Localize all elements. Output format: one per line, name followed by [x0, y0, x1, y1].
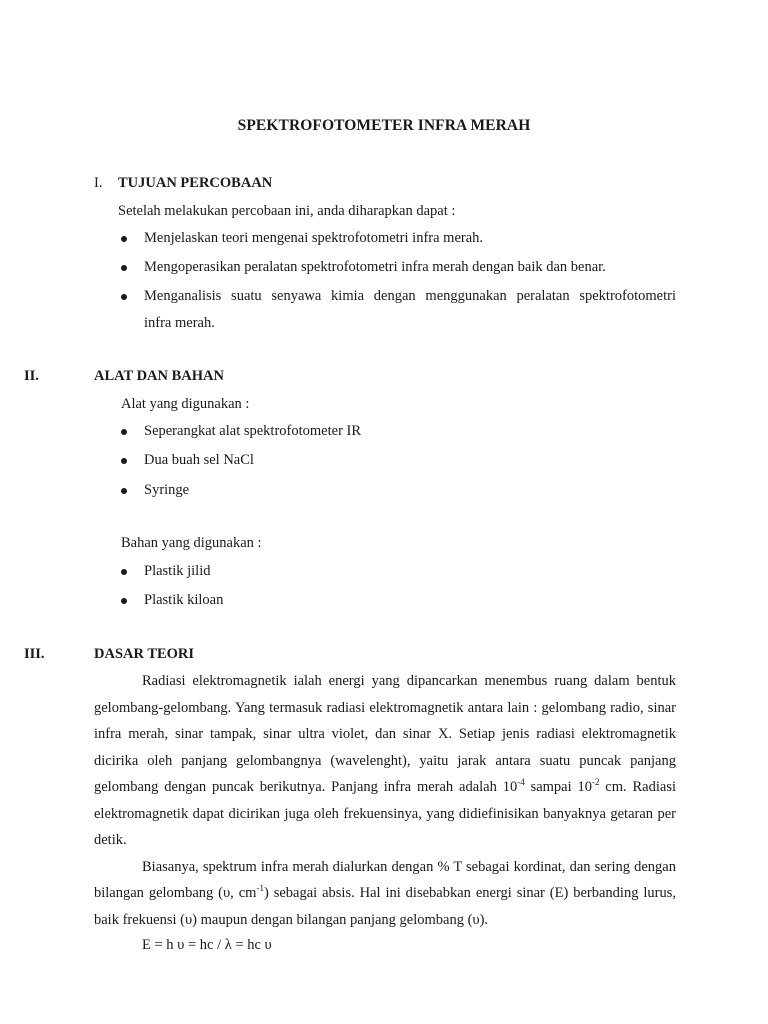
- section2-heading: ALAT DAN BAHAN: [94, 368, 224, 384]
- bahan-intro: Bahan yang digunakan :: [121, 535, 262, 551]
- list-item: Seperangkat alat spektrofotometer IR: [144, 423, 362, 439]
- bullet-icon: [121, 294, 127, 300]
- bullet-icon: [121, 569, 127, 575]
- bullet-icon: [121, 429, 127, 435]
- paragraph: Radiasi elektromagnetik ialah energi yang dipancarkan menembus ruang dalam bentuk gelombang-gelombang. Yang termasuk radiasi elektromagnetik antara lain : gelombang radio, sinar infra merah, sinar tampak, sinar ultra violet, dan sinar X. Setiap jenis radiasi elektromagnetik dicirika oleh panjang gelombangnya (wavelenght), yaitu jarak antara suatu puncak panjang gelombang dengan puncak berikutnya. Panjang infra merah adalah $10^{-4}$ sampai $10^{-2}$ cm. Radiasi elektromagnetik dapat dicirikan juga oleh frekuensinya, yang didiefinisikan banyaknya getaran per detik.: [94, 673, 676, 848]
- section3-number: III.: [24, 646, 45, 662]
- bullet-icon: [121, 488, 127, 494]
- bullet-icon: [121, 236, 127, 242]
- list-item: Plastik jilid: [144, 563, 211, 579]
- section2-number: II.: [24, 368, 39, 384]
- list-item: Dua buah sel NaCl: [144, 452, 254, 468]
- alat-intro: Alat yang digunakan :: [121, 396, 250, 412]
- list-item: Menganalisis suatu senyawa kimia dengan menggunakan peralatan spektrofotometri: [144, 288, 676, 304]
- list-item-continuation: infra merah.: [144, 315, 215, 331]
- list-item: Menjelaskan teori mengenai spektrofotometri infra merah.: [144, 230, 484, 246]
- document-title: SPEKTROFOTOMETER INFRA MERAH: [237, 117, 531, 134]
- list-item: Mengoperasikan peralatan spektrofotometri infra merah dengan baik dan benar.: [144, 259, 606, 275]
- section3-heading: DASAR TEORI: [94, 646, 195, 662]
- paragraph: Biasanya, spektrum infra merah dialurkan dengan % T sebagai kordinat, dan sering dengan bilangan gelombang (υ, $cm^{-1}$) sebagai absis. Hal ini disebabkan energi sinar (E) berbanding lurus, baik frekuensi (υ) maupun dengan bilangan panjang gelombang (υ).: [94, 858, 676, 928]
- list-item: Plastik kiloan: [144, 592, 224, 608]
- bullet-icon: [121, 598, 127, 604]
- bullet-icon: [121, 458, 127, 464]
- section1-heading: TUJUAN PERCOBAAN: [118, 175, 273, 191]
- list-item: Syringe: [144, 482, 190, 498]
- equation: E = h υ = hc / λ = hc υ: [142, 937, 272, 953]
- body-text: [94, 668, 676, 933]
- section1-number: I.: [94, 175, 103, 191]
- section1-intro: Setelah melakukan percobaan ini, anda diharapkan dapat :: [118, 203, 456, 219]
- bullet-icon: [121, 265, 127, 271]
